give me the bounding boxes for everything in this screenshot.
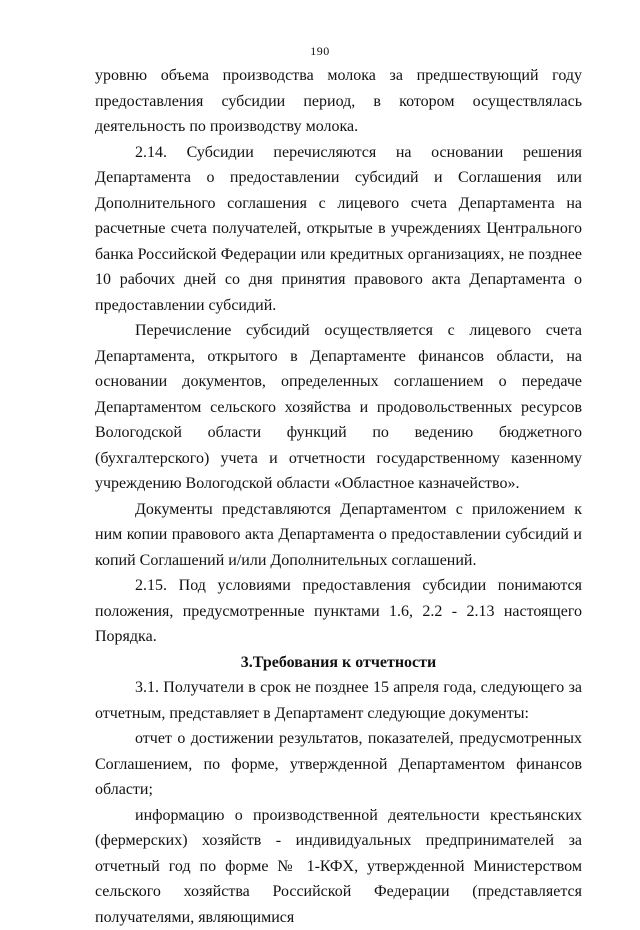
paragraph-2-14: 2.14. Субсидии перечисляются на основании решения Департамента о предоставлении субсидий и Соглашения или Дополнительного соглашения с лицевого счета Департамента на расчетные счета получателей, открытые в учреждениях Центрального банка Российской Федерации или кредитных организациях, не позднее 10 рабочих дней со дня принятия правового акта Департамента о предоставлении субсидий.: [95, 140, 582, 319]
paragraph-transfer: Перечисление субсидий осуществляется с лицевого счета Департамента, открытого в Департаменте финансов области, на основании документов, определенных соглашением о передаче Департаментом сельского хозяйства и продовольственных ресурсов Вологодской области функций по ведению бюджетного (бухгалтерского) учета и отчетности государственному казенному учреждению Вологодской области «Областное казначейство».: [95, 318, 582, 497]
paragraph-production-info: информацию о производственной деятельности крестьянских (фермерских) хозяйств - индивидуальных предпринимателей за отчетный год по форме № 1-КФХ, утвержденной Министерством сельского хозяйства Российской Федерации (представляется получателями, являющимися: [95, 803, 582, 930]
paragraph-documents: Документы представляются Департаментом с приложением к ним копии правового акта Департамента о предоставлении субсидий и копий Соглашений и/или Дополнительных соглашений.: [95, 497, 582, 574]
paragraph-continuation: уровню объема производства молока за предшествующий году предоставления субсидии период, в котором осуществлялась деятельность по производству молока.: [95, 63, 582, 140]
paragraph-report-results: отчет о достижении результатов, показателей, предусмотренных Соглашением, по форме, утвержденной Департаментом финансов области;: [95, 726, 582, 803]
paragraph-2-15: 2.15. Под условиями предоставления субсидии понимаются положения, предусмотренные пунктами 1.6, 2.2 - 2.13 настоящего Порядка.: [95, 573, 582, 650]
paragraph-3-1: 3.1. Получатели в срок не позднее 15 апреля года, следующего за отчетным, представляет в Департамент следующие документы:: [95, 675, 582, 726]
page-number: 190: [0, 44, 640, 59]
section-heading: 3.Требования к отчетности: [95, 650, 582, 676]
document-body: [95, 63, 582, 930]
